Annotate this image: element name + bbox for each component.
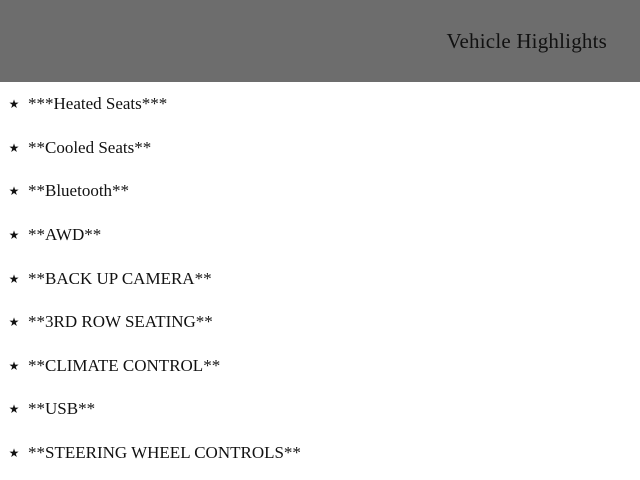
header-bar <box>0 0 640 82</box>
list-item <box>0 309 640 335</box>
star-icon: ★ <box>8 272 20 286</box>
highlight-label: **AWD** <box>28 225 102 244</box>
list-item <box>0 222 640 248</box>
highlight-label: **STEERING WHEEL CONTROLS** <box>28 443 301 462</box>
list-item <box>0 266 640 292</box>
highlight-label: **3RD ROW SEATING** <box>28 312 213 331</box>
list-item <box>0 440 640 466</box>
highlight-label: **Cooled Seats** <box>28 138 152 157</box>
star-icon: ★ <box>8 228 20 242</box>
highlight-label: ***Heated Seats*** <box>28 94 168 113</box>
list-item <box>0 91 640 117</box>
star-icon: ★ <box>8 359 20 373</box>
list-item <box>0 135 640 161</box>
highlight-label: **BACK UP CAMERA** <box>28 269 212 288</box>
list-item <box>0 178 640 204</box>
highlight-label: **Bluetooth** <box>28 181 130 200</box>
star-icon: ★ <box>8 446 20 460</box>
star-icon: ★ <box>8 402 20 416</box>
star-icon: ★ <box>8 141 20 155</box>
highlight-label: **CLIMATE CONTROL** <box>28 356 221 375</box>
highlight-label: **USB** <box>28 399 96 418</box>
star-icon: ★ <box>8 315 20 329</box>
list-item <box>0 396 640 422</box>
star-icon: ★ <box>8 97 20 111</box>
star-icon: ★ <box>8 184 20 198</box>
list-item <box>0 353 640 379</box>
page-title: Vehicle Highlights <box>446 29 607 53</box>
